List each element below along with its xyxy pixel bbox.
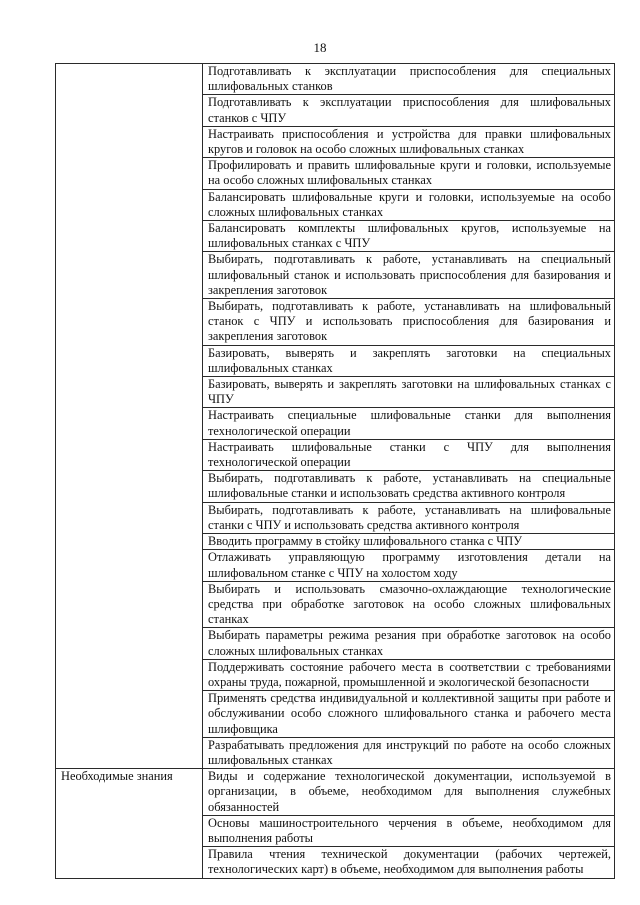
skill-item: Отлаживать управляющую программу изготовления детали на шлифовальном станке с ЧПУ на холостом ходу: [203, 550, 615, 581]
skill-item: Выбирать, подготавливать к работе, устанавливать на шлифовальный станок с ЧПУ и использовать приспособления для базирования и закрепления заготовок: [203, 299, 615, 346]
skill-item: Балансировать шлифовальные круги и головки, используемые на особо сложных шлифовальных станках: [203, 189, 615, 220]
table-row: [56, 221, 615, 252]
skill-item: Выбирать, подготавливать к работе, устанавливать на шлифовальные станки с ЧПУ и использовать средства активного контроля: [203, 502, 615, 533]
skill-item: Выбирать параметры режима резания при обработке заготовок на особо сложных шлифовальных станках: [203, 628, 615, 659]
table-row: [56, 189, 615, 220]
table-row: [56, 659, 615, 690]
table-row: [56, 126, 615, 157]
skill-item: Подготавливать к эксплуатации приспособления для специальных шлифовальных станков: [203, 64, 615, 95]
page-number: 18: [313, 40, 327, 55]
table-row: [56, 158, 615, 189]
table-row: [56, 550, 615, 581]
table-row: [56, 377, 615, 408]
skill-item: Настраивать шлифовальные станки с ЧПУ для выполнения технологической операции: [203, 439, 615, 470]
table-row: [56, 581, 615, 628]
table-row: [56, 815, 615, 846]
table-row: [56, 737, 615, 768]
skill-item: Подготавливать к эксплуатации приспособления для шлифовальных станков с ЧПУ: [203, 95, 615, 126]
skill-item: Вводить программу в стойку шлифовального станка с ЧПУ: [203, 534, 615, 550]
table-row: [56, 471, 615, 502]
table-row: [56, 345, 615, 376]
skill-item: Применять средства индивидуальной и коллективной защиты при работе и обслуживании особо сложного шлифовального станка и рабочего места шлифовщика: [203, 691, 615, 738]
table-row: [56, 847, 615, 878]
table-row: [56, 534, 615, 550]
skill-item: Настраивать приспособления и устройства для правки шлифовальных кругов и головок на особо сложных шлифовальных станках: [203, 126, 615, 157]
knowledge-item: Правила чтения технической документации (рабочих чертежей, технологических карт) в объеме, необходимом для выполнения работы: [203, 847, 615, 878]
skill-item: Базировать, выверять и закреплять заготовки на специальных шлифовальных станках: [203, 345, 615, 376]
skill-item: Профилировать и править шлифовальные круги и головки, используемые на особо сложных шлифовальных станках: [203, 158, 615, 189]
table-row: [56, 502, 615, 533]
skill-item: Разрабатывать предложения для инструкций по работе на особо сложных шлифовальных станках: [203, 737, 615, 768]
section-label-knowledge: Необходимые знания: [56, 769, 203, 816]
table-row: [56, 439, 615, 470]
table-row: [56, 252, 615, 299]
section-label-cell: [56, 64, 203, 95]
table-row: [56, 299, 615, 346]
skill-item: Балансировать комплекты шлифовальных кругов, используемые на шлифовальных станках с ЧПУ: [203, 221, 615, 252]
table-row: [56, 691, 615, 738]
skill-item: Базировать, выверять и закреплять заготовки на шлифовальных станках с ЧПУ: [203, 377, 615, 408]
knowledge-item: Основы машиностроительного черчения в объеме, необходимом для выполнения работы: [203, 815, 615, 846]
table-row: [56, 769, 615, 816]
skill-item: Выбирать, подготавливать к работе, устанавливать на специальные шлифовальные станки и использовать средства активного контроля: [203, 471, 615, 502]
knowledge-item: Виды и содержание технологической документации, используемой в организации, в объеме, необходимом для выполнения служебных обязанностей: [203, 769, 615, 816]
table-row: [56, 95, 615, 126]
requirements-table: [55, 63, 615, 879]
skill-item: Выбирать и использовать смазочно-охлаждающие технологические средства при обработке заготовок на особо сложных шлифовальных станках: [203, 581, 615, 628]
table-row: [56, 64, 615, 95]
table-row: [56, 408, 615, 439]
table-row: [56, 628, 615, 659]
skill-item: Выбирать, подготавливать к работе, устанавливать на специальный шлифовальный станок и использовать приспособления для базирования и закрепления заготовок: [203, 252, 615, 299]
skill-item: Поддерживать состояние рабочего места в соответствии с требованиями охраны труда, пожарной, промышленной и экологической безопасности: [203, 659, 615, 690]
skill-item: Настраивать специальные шлифовальные станки для выполнения технологической операции: [203, 408, 615, 439]
